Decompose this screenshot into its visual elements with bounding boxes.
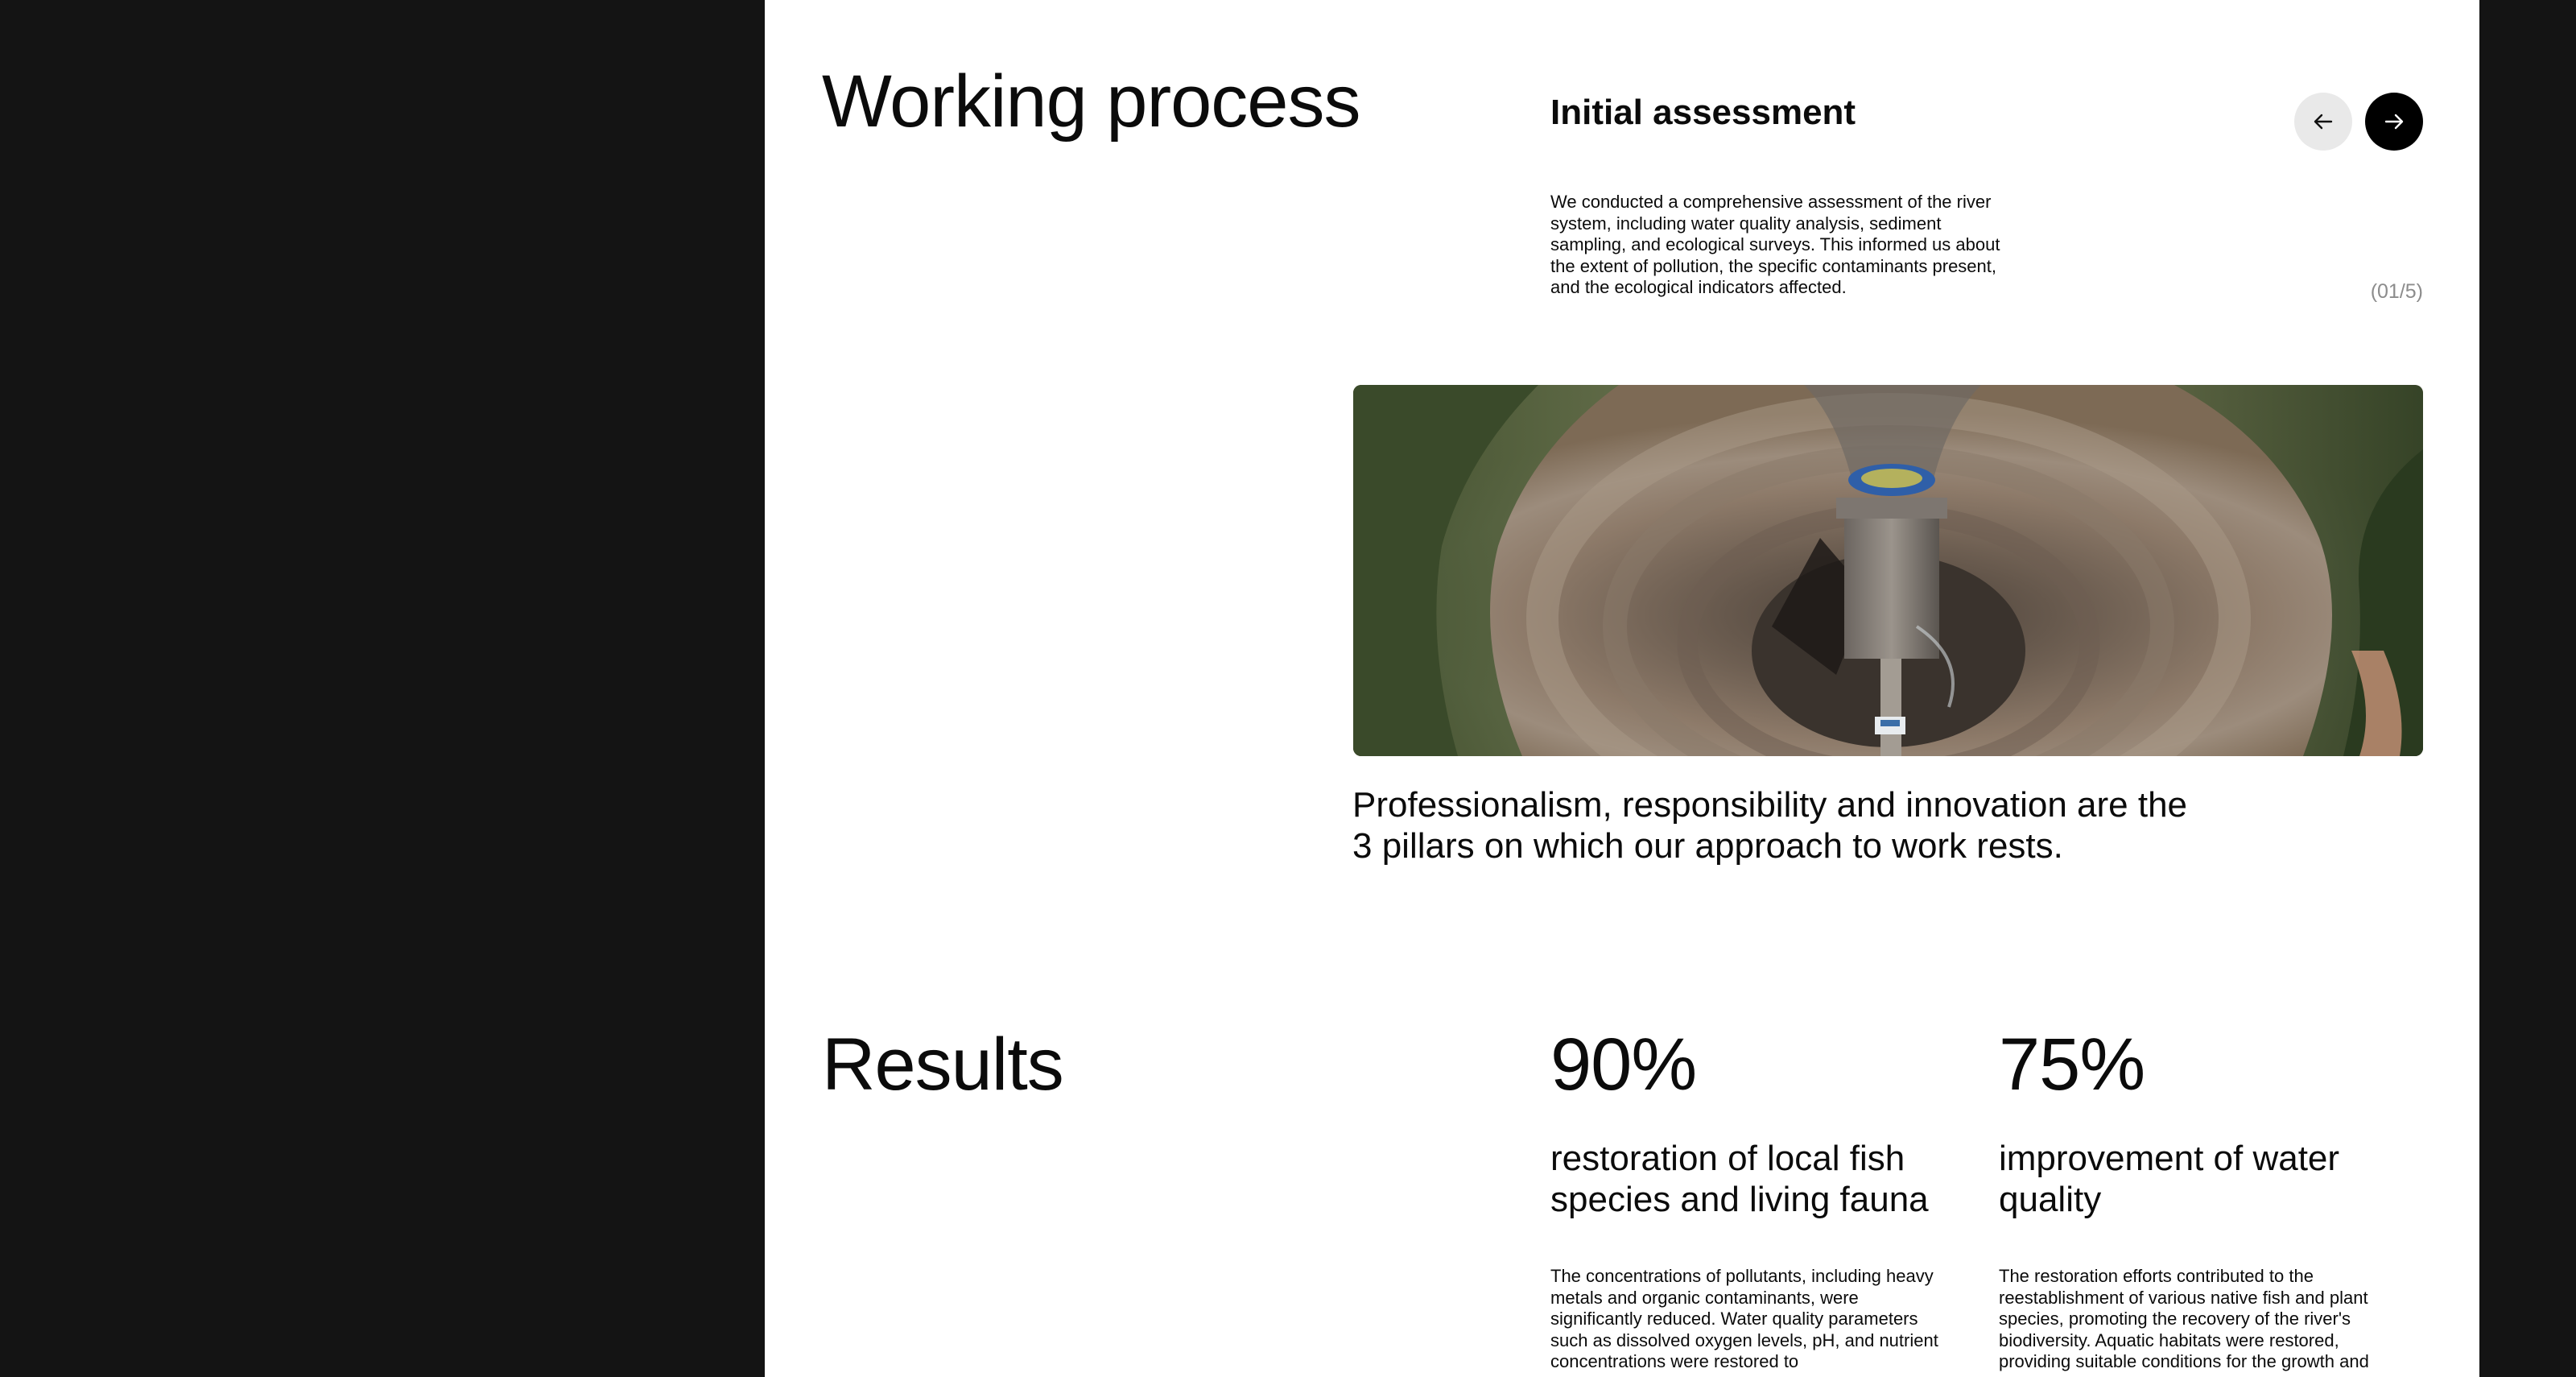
step-title: Initial assessment	[1550, 93, 1856, 132]
next-step-button[interactable]	[2365, 93, 2423, 151]
stat-label: improvement of water quality	[1999, 1139, 2340, 1219]
stat-value: 90%	[1550, 1023, 1697, 1106]
working-process-title: Working process	[822, 60, 1360, 143]
content-page	[765, 0, 2479, 1377]
stat-description: The concentrations of pollutants, including heavy metals and organic contaminants, were significantly reduced. Water quality parameters such as dissolved oxygen levels, pH, and nutrient concentrations were restored to	[1550, 1266, 1938, 1371]
approach-caption: Professionalism, responsibility and innovation are the 3 pillars on which our approach to work rests.	[1352, 785, 2188, 866]
previous-step-button[interactable]	[2294, 93, 2352, 151]
arrow-right-icon	[2380, 108, 2408, 135]
step-counter: (01/5)	[2370, 280, 2423, 303]
stat-description: The restoration efforts contributed to the reestablishment of various native fish and plant species, promoting the recovery of the river's biodiversity. Aquatic habitats were restored, providing suitable conditions for the growth and	[1999, 1266, 2369, 1371]
stat-value: 75%	[1999, 1023, 2145, 1106]
step-description: We conducted a comprehensive assessment of the river system, including water quality analysis, sediment sampling, and ecological surveys. This informed us about the extent of pollution, the specific contaminants present, and the ecological indicators affected.	[1550, 192, 2000, 297]
stat-label: restoration of local fish species and living fauna	[1550, 1139, 1929, 1219]
results-title: Results	[822, 1023, 1063, 1106]
aerial-dam-photo	[1353, 385, 2423, 756]
arrow-left-icon	[2310, 108, 2337, 135]
